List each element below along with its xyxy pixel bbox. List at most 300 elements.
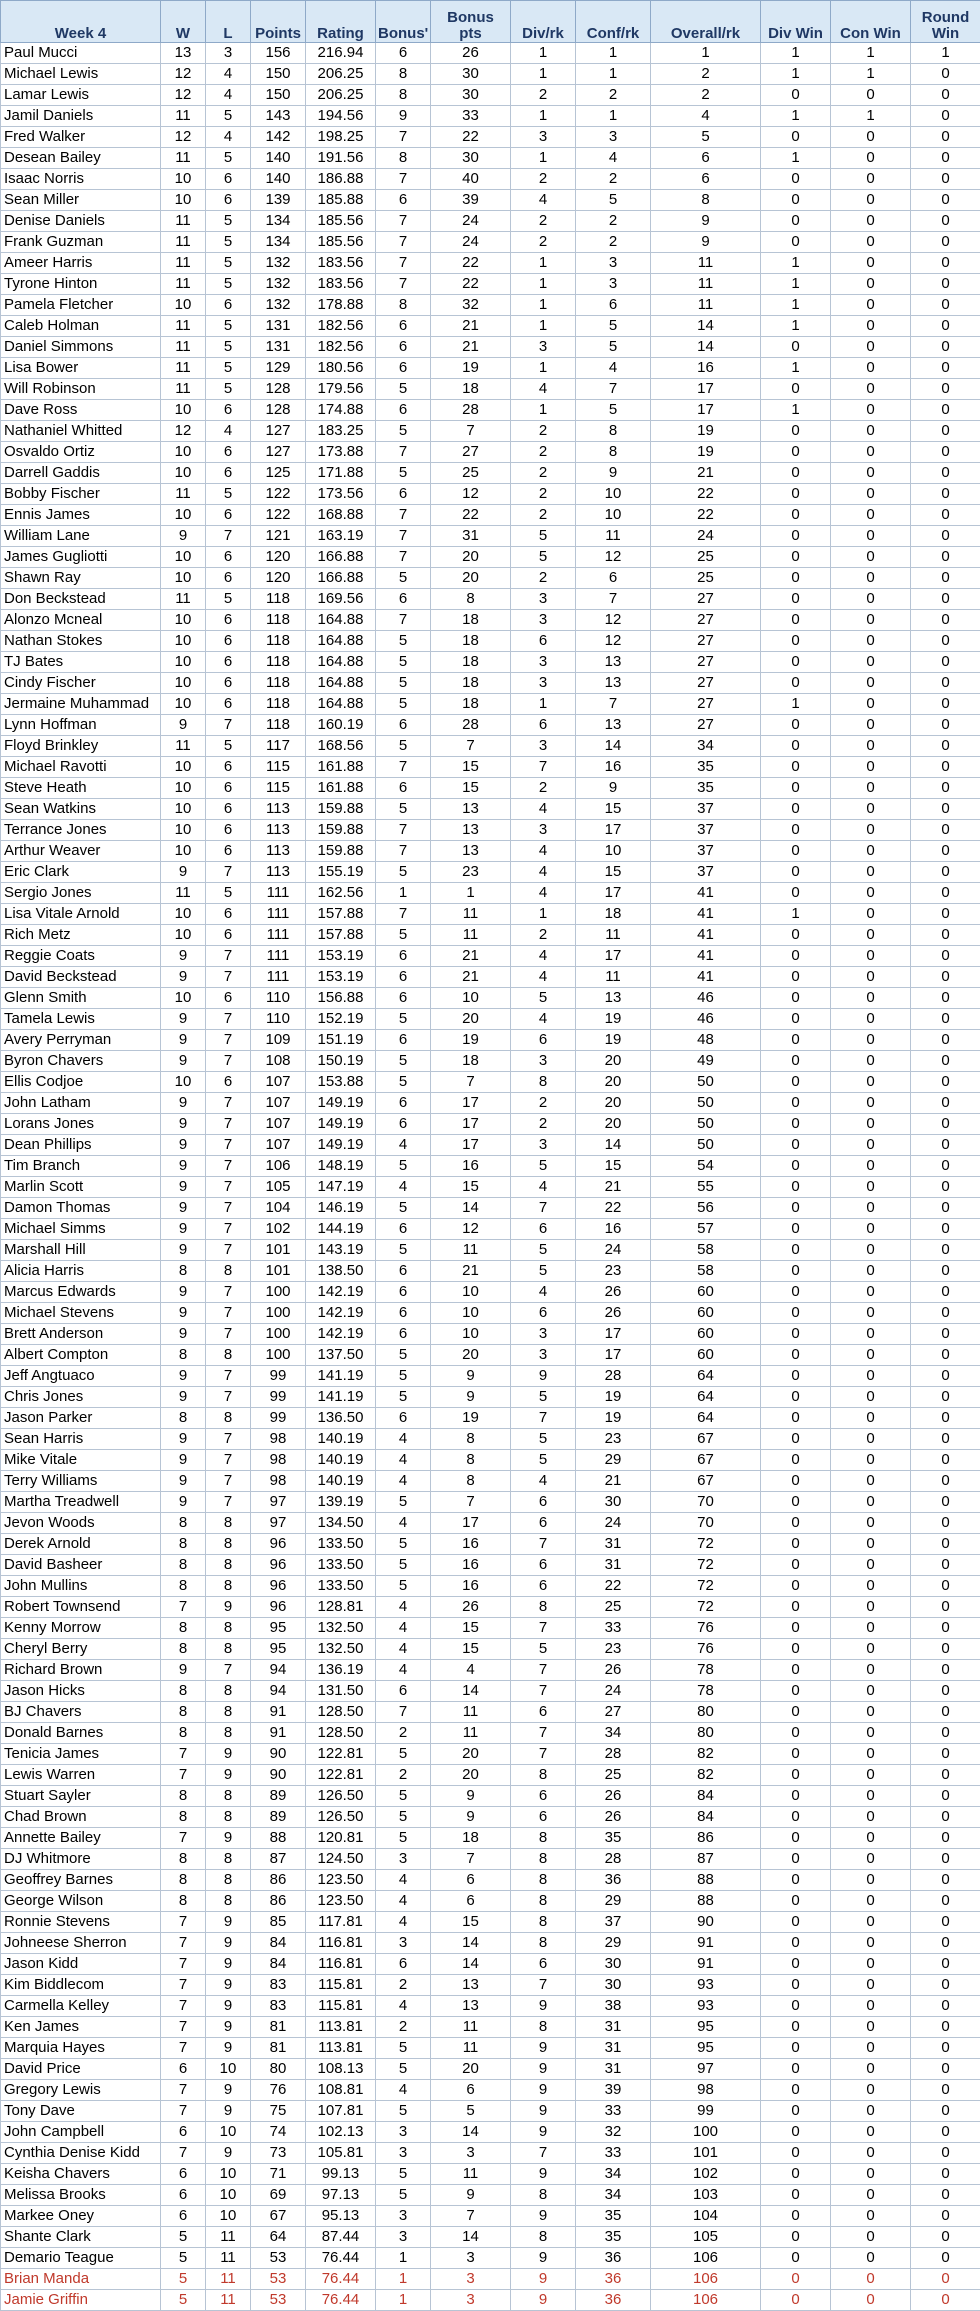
losses-cell: 5 — [206, 379, 251, 400]
bonus-pts-cell: 10 — [431, 1282, 511, 1303]
round-win-cell: 0 — [911, 967, 980, 988]
div-win-cell: 0 — [761, 2080, 831, 2101]
con-win-cell: 0 — [831, 1135, 911, 1156]
div-rank-cell: 7 — [511, 1618, 576, 1639]
player-name-cell: Lamar Lewis — [1, 85, 161, 106]
div-rank-cell: 4 — [511, 1009, 576, 1030]
con-win-cell: 0 — [831, 358, 911, 379]
header-bonus-top: Bonus — [447, 9, 494, 26]
overall-rank-cell: 41 — [651, 925, 761, 946]
rating-cell: 155.19 — [306, 862, 376, 883]
table-row — [1, 1597, 980, 1618]
table-row — [1, 2269, 980, 2290]
overall-rank-cell: 21 — [651, 463, 761, 484]
header-rating: Rating — [306, 1, 376, 43]
bonus-pts-cell: 18 — [431, 1051, 511, 1072]
rating-cell: 131.50 — [306, 1681, 376, 1702]
round-win-cell: 0 — [911, 190, 980, 211]
player-name-cell: Pamela Fletcher — [1, 295, 161, 316]
wins-cell: 11 — [161, 316, 206, 337]
bonus-cell: 1 — [376, 2248, 431, 2269]
player-name-cell: Marlin Scott — [1, 1177, 161, 1198]
div-rank-cell: 3 — [511, 1324, 576, 1345]
table-row — [1, 1219, 980, 1240]
losses-cell: 6 — [206, 904, 251, 925]
overall-rank-cell: 48 — [651, 1030, 761, 1051]
conf-rank-cell: 20 — [576, 1072, 651, 1093]
player-name-cell: John Mullins — [1, 1576, 161, 1597]
con-win-cell: 0 — [831, 148, 911, 169]
table-row — [1, 673, 980, 694]
wins-cell: 11 — [161, 484, 206, 505]
div-rank-cell: 9 — [511, 2080, 576, 2101]
bonus-cell: 7 — [376, 505, 431, 526]
rating-cell: 140.19 — [306, 1471, 376, 1492]
rating-cell: 173.88 — [306, 442, 376, 463]
div-win-cell: 0 — [761, 1408, 831, 1429]
round-win-cell: 0 — [911, 1345, 980, 1366]
conf-rank-cell: 1 — [576, 64, 651, 85]
div-rank-cell: 1 — [511, 64, 576, 85]
div-rank-cell: 8 — [511, 1072, 576, 1093]
losses-cell: 6 — [206, 841, 251, 862]
con-win-cell: 0 — [831, 316, 911, 337]
wins-cell: 8 — [161, 1723, 206, 1744]
wins-cell: 9 — [161, 1156, 206, 1177]
points-cell: 107 — [251, 1093, 306, 1114]
bonus-pts-cell: 7 — [431, 1849, 511, 1870]
bonus-pts-cell: 20 — [431, 1744, 511, 1765]
player-name-cell: Denise Daniels — [1, 211, 161, 232]
overall-rank-cell: 41 — [651, 883, 761, 904]
conf-rank-cell: 15 — [576, 862, 651, 883]
player-name-cell: Glenn Smith — [1, 988, 161, 1009]
losses-cell: 7 — [206, 1198, 251, 1219]
bonus-cell: 6 — [376, 1681, 431, 1702]
con-win-cell: 0 — [831, 1723, 911, 1744]
div-rank-cell: 3 — [511, 652, 576, 673]
overall-rank-cell: 50 — [651, 1093, 761, 1114]
points-cell: 131 — [251, 337, 306, 358]
bonus-pts-cell: 7 — [431, 1072, 511, 1093]
bonus-cell: 4 — [376, 2080, 431, 2101]
points-cell: 96 — [251, 1597, 306, 1618]
conf-rank-cell: 11 — [576, 526, 651, 547]
conf-rank-cell: 22 — [576, 1576, 651, 1597]
conf-rank-cell: 38 — [576, 1996, 651, 2017]
div-win-cell: 0 — [761, 1324, 831, 1345]
table-body — [1, 43, 980, 2311]
bonus-pts-cell: 30 — [431, 85, 511, 106]
overall-rank-cell: 82 — [651, 1744, 761, 1765]
player-name-cell: Darrell Gaddis — [1, 463, 161, 484]
overall-rank-cell: 103 — [651, 2185, 761, 2206]
div-win-cell: 0 — [761, 1282, 831, 1303]
bonus-cell: 7 — [376, 757, 431, 778]
player-name-cell: Sergio Jones — [1, 883, 161, 904]
wins-cell: 6 — [161, 2185, 206, 2206]
wins-cell: 11 — [161, 736, 206, 757]
round-win-cell: 0 — [911, 1408, 980, 1429]
div-rank-cell: 9 — [511, 2269, 576, 2290]
player-name-cell: Damon Thomas — [1, 1198, 161, 1219]
losses-cell: 6 — [206, 652, 251, 673]
player-name-cell: Frank Guzman — [1, 232, 161, 253]
div-rank-cell: 7 — [511, 2143, 576, 2164]
bonus-cell: 3 — [376, 2227, 431, 2248]
conf-rank-cell: 36 — [576, 2248, 651, 2269]
round-win-cell: 1 — [911, 43, 980, 64]
bonus-pts-cell: 18 — [431, 652, 511, 673]
round-win-cell: 0 — [911, 1324, 980, 1345]
overall-rank-cell: 19 — [651, 421, 761, 442]
wins-cell: 6 — [161, 2164, 206, 2185]
round-win-cell: 0 — [911, 274, 980, 295]
con-win-cell: 0 — [831, 2017, 911, 2038]
bonus-cell: 7 — [376, 211, 431, 232]
overall-rank-cell: 95 — [651, 2038, 761, 2059]
conf-rank-cell: 29 — [576, 1891, 651, 1912]
bonus-pts-cell: 6 — [431, 2080, 511, 2101]
losses-cell: 6 — [206, 169, 251, 190]
rating-cell: 183.56 — [306, 274, 376, 295]
bonus-pts-cell: 13 — [431, 841, 511, 862]
bonus-pts-cell: 22 — [431, 253, 511, 274]
overall-rank-cell: 4 — [651, 106, 761, 127]
div-win-cell: 0 — [761, 1870, 831, 1891]
table-row — [1, 274, 980, 295]
bonus-pts-cell: 15 — [431, 1177, 511, 1198]
player-name-cell: George Wilson — [1, 1891, 161, 1912]
round-win-cell: 0 — [911, 1534, 980, 1555]
rating-cell: 123.50 — [306, 1891, 376, 1912]
table-row — [1, 127, 980, 148]
round-win-cell: 0 — [911, 988, 980, 1009]
rating-cell: 164.88 — [306, 631, 376, 652]
bonus-pts-cell: 15 — [431, 757, 511, 778]
points-cell: 127 — [251, 442, 306, 463]
div-rank-cell: 2 — [511, 1114, 576, 1135]
player-name-cell: Albert Compton — [1, 1345, 161, 1366]
overall-rank-cell: 72 — [651, 1534, 761, 1555]
overall-rank-cell: 34 — [651, 736, 761, 757]
div-win-cell: 0 — [761, 988, 831, 1009]
player-name-cell: Brett Anderson — [1, 1324, 161, 1345]
con-win-cell: 0 — [831, 1471, 911, 1492]
table-row — [1, 64, 980, 85]
table-row — [1, 694, 980, 715]
div-win-cell: 0 — [761, 1513, 831, 1534]
player-name-cell: Michael Stevens — [1, 1303, 161, 1324]
overall-rank-cell: 50 — [651, 1114, 761, 1135]
wins-cell: 5 — [161, 2269, 206, 2290]
conf-rank-cell: 13 — [576, 715, 651, 736]
conf-rank-cell: 18 — [576, 904, 651, 925]
div-rank-cell: 4 — [511, 862, 576, 883]
bonus-cell: 6 — [376, 337, 431, 358]
conf-rank-cell: 35 — [576, 1828, 651, 1849]
bonus-pts-cell: 12 — [431, 1219, 511, 1240]
div-win-cell: 0 — [761, 2290, 831, 2311]
wins-cell: 9 — [161, 1429, 206, 1450]
round-win-cell: 0 — [911, 1828, 980, 1849]
conf-rank-cell: 3 — [576, 253, 651, 274]
points-cell: 111 — [251, 904, 306, 925]
losses-cell: 7 — [206, 1324, 251, 1345]
bonus-pts-cell: 20 — [431, 1345, 511, 1366]
conf-rank-cell: 14 — [576, 1135, 651, 1156]
round-win-cell: 0 — [911, 1387, 980, 1408]
con-win-cell: 0 — [831, 1219, 911, 1240]
wins-cell: 10 — [161, 568, 206, 589]
player-name-cell: Eric Clark — [1, 862, 161, 883]
points-cell: 131 — [251, 316, 306, 337]
bonus-pts-cell: 14 — [431, 1681, 511, 1702]
losses-cell: 9 — [206, 1975, 251, 1996]
conf-rank-cell: 8 — [576, 442, 651, 463]
player-name-cell: Carmella Kelley — [1, 1996, 161, 2017]
round-win-cell: 0 — [911, 2227, 980, 2248]
rating-cell: 153.19 — [306, 946, 376, 967]
div-rank-cell: 3 — [511, 1135, 576, 1156]
points-cell: 107 — [251, 1072, 306, 1093]
overall-rank-cell: 84 — [651, 1786, 761, 1807]
conf-rank-cell: 31 — [576, 2059, 651, 2080]
points-cell: 134 — [251, 211, 306, 232]
bonus-pts-cell: 3 — [431, 2143, 511, 2164]
wins-cell: 10 — [161, 757, 206, 778]
wins-cell: 10 — [161, 694, 206, 715]
conf-rank-cell: 5 — [576, 190, 651, 211]
div-rank-cell: 1 — [511, 148, 576, 169]
points-cell: 128 — [251, 400, 306, 421]
div-win-cell: 0 — [761, 463, 831, 484]
points-cell: 139 — [251, 190, 306, 211]
header-win: Win — [931, 25, 960, 42]
bonus-cell: 5 — [376, 1051, 431, 1072]
bonus-pts-cell: 20 — [431, 1765, 511, 1786]
overall-rank-cell: 88 — [651, 1870, 761, 1891]
player-name-cell: David Beckstead — [1, 967, 161, 988]
overall-rank-cell: 50 — [651, 1135, 761, 1156]
bonus-pts-cell: 19 — [431, 1030, 511, 1051]
round-win-cell: 0 — [911, 2017, 980, 2038]
round-win-cell: 0 — [911, 295, 980, 316]
div-win-cell: 0 — [761, 1135, 831, 1156]
round-win-cell: 0 — [911, 169, 980, 190]
rating-cell: 153.19 — [306, 967, 376, 988]
player-name-cell: Caleb Holman — [1, 316, 161, 337]
losses-cell: 8 — [206, 1891, 251, 1912]
round-win-cell: 0 — [911, 463, 980, 484]
table-row — [1, 2143, 980, 2164]
overall-rank-cell: 24 — [651, 526, 761, 547]
wins-cell: 9 — [161, 1303, 206, 1324]
div-win-cell: 0 — [761, 1849, 831, 1870]
bonus-pts-cell: 28 — [431, 400, 511, 421]
player-name-cell: Tamela Lewis — [1, 1009, 161, 1030]
points-cell: 110 — [251, 988, 306, 1009]
div-rank-cell: 9 — [511, 1996, 576, 2017]
bonus-pts-cell: 10 — [431, 1324, 511, 1345]
conf-rank-cell: 24 — [576, 1240, 651, 1261]
div-rank-cell: 4 — [511, 841, 576, 862]
rating-cell: 171.88 — [306, 463, 376, 484]
wins-cell: 12 — [161, 421, 206, 442]
div-win-cell: 0 — [761, 1429, 831, 1450]
round-win-cell: 0 — [911, 2038, 980, 2059]
table-row — [1, 1765, 980, 1786]
div-rank-cell: 1 — [511, 400, 576, 421]
con-win-cell: 0 — [831, 1513, 911, 1534]
conf-rank-cell: 20 — [576, 1093, 651, 1114]
con-win-cell: 0 — [831, 715, 911, 736]
div-win-cell: 0 — [761, 862, 831, 883]
bonus-pts-cell: 20 — [431, 568, 511, 589]
round-win-cell: 0 — [911, 316, 980, 337]
div-win-cell: 0 — [761, 2185, 831, 2206]
div-win-cell: 0 — [761, 1555, 831, 1576]
player-name-cell: Marshall Hill — [1, 1240, 161, 1261]
div-rank-cell: 7 — [511, 1408, 576, 1429]
header-points: Points — [251, 1, 306, 43]
points-cell: 128 — [251, 379, 306, 400]
div-win-cell: 0 — [761, 967, 831, 988]
round-win-cell: 0 — [911, 673, 980, 694]
overall-rank-cell: 106 — [651, 2290, 761, 2311]
round-win-cell: 0 — [911, 757, 980, 778]
round-win-cell: 0 — [911, 2143, 980, 2164]
wins-cell: 11 — [161, 211, 206, 232]
conf-rank-cell: 36 — [576, 1870, 651, 1891]
table-row — [1, 589, 980, 610]
con-win-cell: 0 — [831, 1261, 911, 1282]
wins-cell: 9 — [161, 526, 206, 547]
conf-rank-cell: 7 — [576, 379, 651, 400]
div-rank-cell: 9 — [511, 2038, 576, 2059]
bonus-cell: 6 — [376, 1954, 431, 1975]
div-win-cell: 0 — [761, 2122, 831, 2143]
points-cell: 121 — [251, 526, 306, 547]
player-name-cell: Tenicia James — [1, 1744, 161, 1765]
table-row — [1, 1324, 980, 1345]
bonus-cell: 3 — [376, 1849, 431, 1870]
conf-rank-cell: 23 — [576, 1261, 651, 1282]
con-win-cell: 0 — [831, 2164, 911, 2185]
rating-cell: 168.88 — [306, 505, 376, 526]
bonus-pts-cell: 13 — [431, 1996, 511, 2017]
div-rank-cell: 1 — [511, 694, 576, 715]
overall-rank-cell: 101 — [651, 2143, 761, 2164]
bonus-cell: 7 — [376, 610, 431, 631]
player-name-cell: Demario Teague — [1, 2248, 161, 2269]
points-cell: 101 — [251, 1240, 306, 1261]
bonus-pts-cell: 11 — [431, 925, 511, 946]
con-win-cell: 0 — [831, 1345, 911, 1366]
header-losses: L — [206, 1, 251, 43]
wins-cell: 7 — [161, 2038, 206, 2059]
bonus-cell: 5 — [376, 2164, 431, 2185]
div-rank-cell: 3 — [511, 610, 576, 631]
wins-cell: 11 — [161, 883, 206, 904]
round-win-cell: 0 — [911, 547, 980, 568]
points-cell: 98 — [251, 1429, 306, 1450]
rating-cell: 141.19 — [306, 1366, 376, 1387]
conf-rank-cell: 6 — [576, 295, 651, 316]
wins-cell: 10 — [161, 169, 206, 190]
bonus-pts-cell: 8 — [431, 1450, 511, 1471]
player-name-cell: Rich Metz — [1, 925, 161, 946]
overall-rank-cell: 93 — [651, 1996, 761, 2017]
losses-cell: 7 — [206, 1429, 251, 1450]
div-win-cell: 0 — [761, 2248, 831, 2269]
conf-rank-cell: 28 — [576, 1849, 651, 1870]
bonus-pts-cell: 9 — [431, 2185, 511, 2206]
round-win-cell: 0 — [911, 589, 980, 610]
player-name-cell: Daniel Simmons — [1, 337, 161, 358]
div-rank-cell: 3 — [511, 1345, 576, 1366]
conf-rank-cell: 31 — [576, 1534, 651, 1555]
player-name-cell: Lewis Warren — [1, 1765, 161, 1786]
table-row — [1, 421, 980, 442]
bonus-pts-cell: 17 — [431, 1093, 511, 1114]
player-name-cell: Cindy Fischer — [1, 673, 161, 694]
table-row — [1, 2290, 980, 2311]
points-cell: 94 — [251, 1681, 306, 1702]
conf-rank-cell: 29 — [576, 1450, 651, 1471]
losses-cell: 6 — [206, 673, 251, 694]
div-rank-cell: 6 — [511, 1786, 576, 1807]
div-win-cell: 0 — [761, 1093, 831, 1114]
con-win-cell: 0 — [831, 1534, 911, 1555]
bonus-pts-cell: 21 — [431, 946, 511, 967]
player-name-cell: Sean Harris — [1, 1429, 161, 1450]
bonus-cell: 6 — [376, 715, 431, 736]
overall-rank-cell: 60 — [651, 1345, 761, 1366]
div-win-cell: 0 — [761, 232, 831, 253]
bonus-cell: 6 — [376, 778, 431, 799]
losses-cell: 8 — [206, 1345, 251, 1366]
round-win-cell: 0 — [911, 1723, 980, 1744]
round-win-cell: 0 — [911, 631, 980, 652]
player-name-cell: Jason Hicks — [1, 1681, 161, 1702]
bonus-pts-cell: 11 — [431, 2164, 511, 2185]
rating-cell: 206.25 — [306, 85, 376, 106]
table-row — [1, 463, 980, 484]
div-rank-cell: 3 — [511, 1051, 576, 1072]
bonus-cell: 4 — [376, 1429, 431, 1450]
div-win-cell: 0 — [761, 2059, 831, 2080]
losses-cell: 4 — [206, 127, 251, 148]
conf-rank-cell: 27 — [576, 1702, 651, 1723]
bonus-cell: 5 — [376, 862, 431, 883]
rating-cell: 216.94 — [306, 43, 376, 64]
points-cell: 122 — [251, 484, 306, 505]
rating-cell: 149.19 — [306, 1114, 376, 1135]
bonus-cell: 4 — [376, 1450, 431, 1471]
points-cell: 100 — [251, 1303, 306, 1324]
rating-cell: 144.19 — [306, 1219, 376, 1240]
conf-rank-cell: 31 — [576, 2038, 651, 2059]
round-win-cell: 0 — [911, 1513, 980, 1534]
overall-rank-cell: 105 — [651, 2227, 761, 2248]
rating-cell: 149.19 — [306, 1093, 376, 1114]
bonus-pts-cell: 4 — [431, 1660, 511, 1681]
points-cell: 106 — [251, 1156, 306, 1177]
player-name-cell: Brian Manda — [1, 2269, 161, 2290]
points-cell: 95 — [251, 1618, 306, 1639]
conf-rank-cell: 35 — [576, 2206, 651, 2227]
